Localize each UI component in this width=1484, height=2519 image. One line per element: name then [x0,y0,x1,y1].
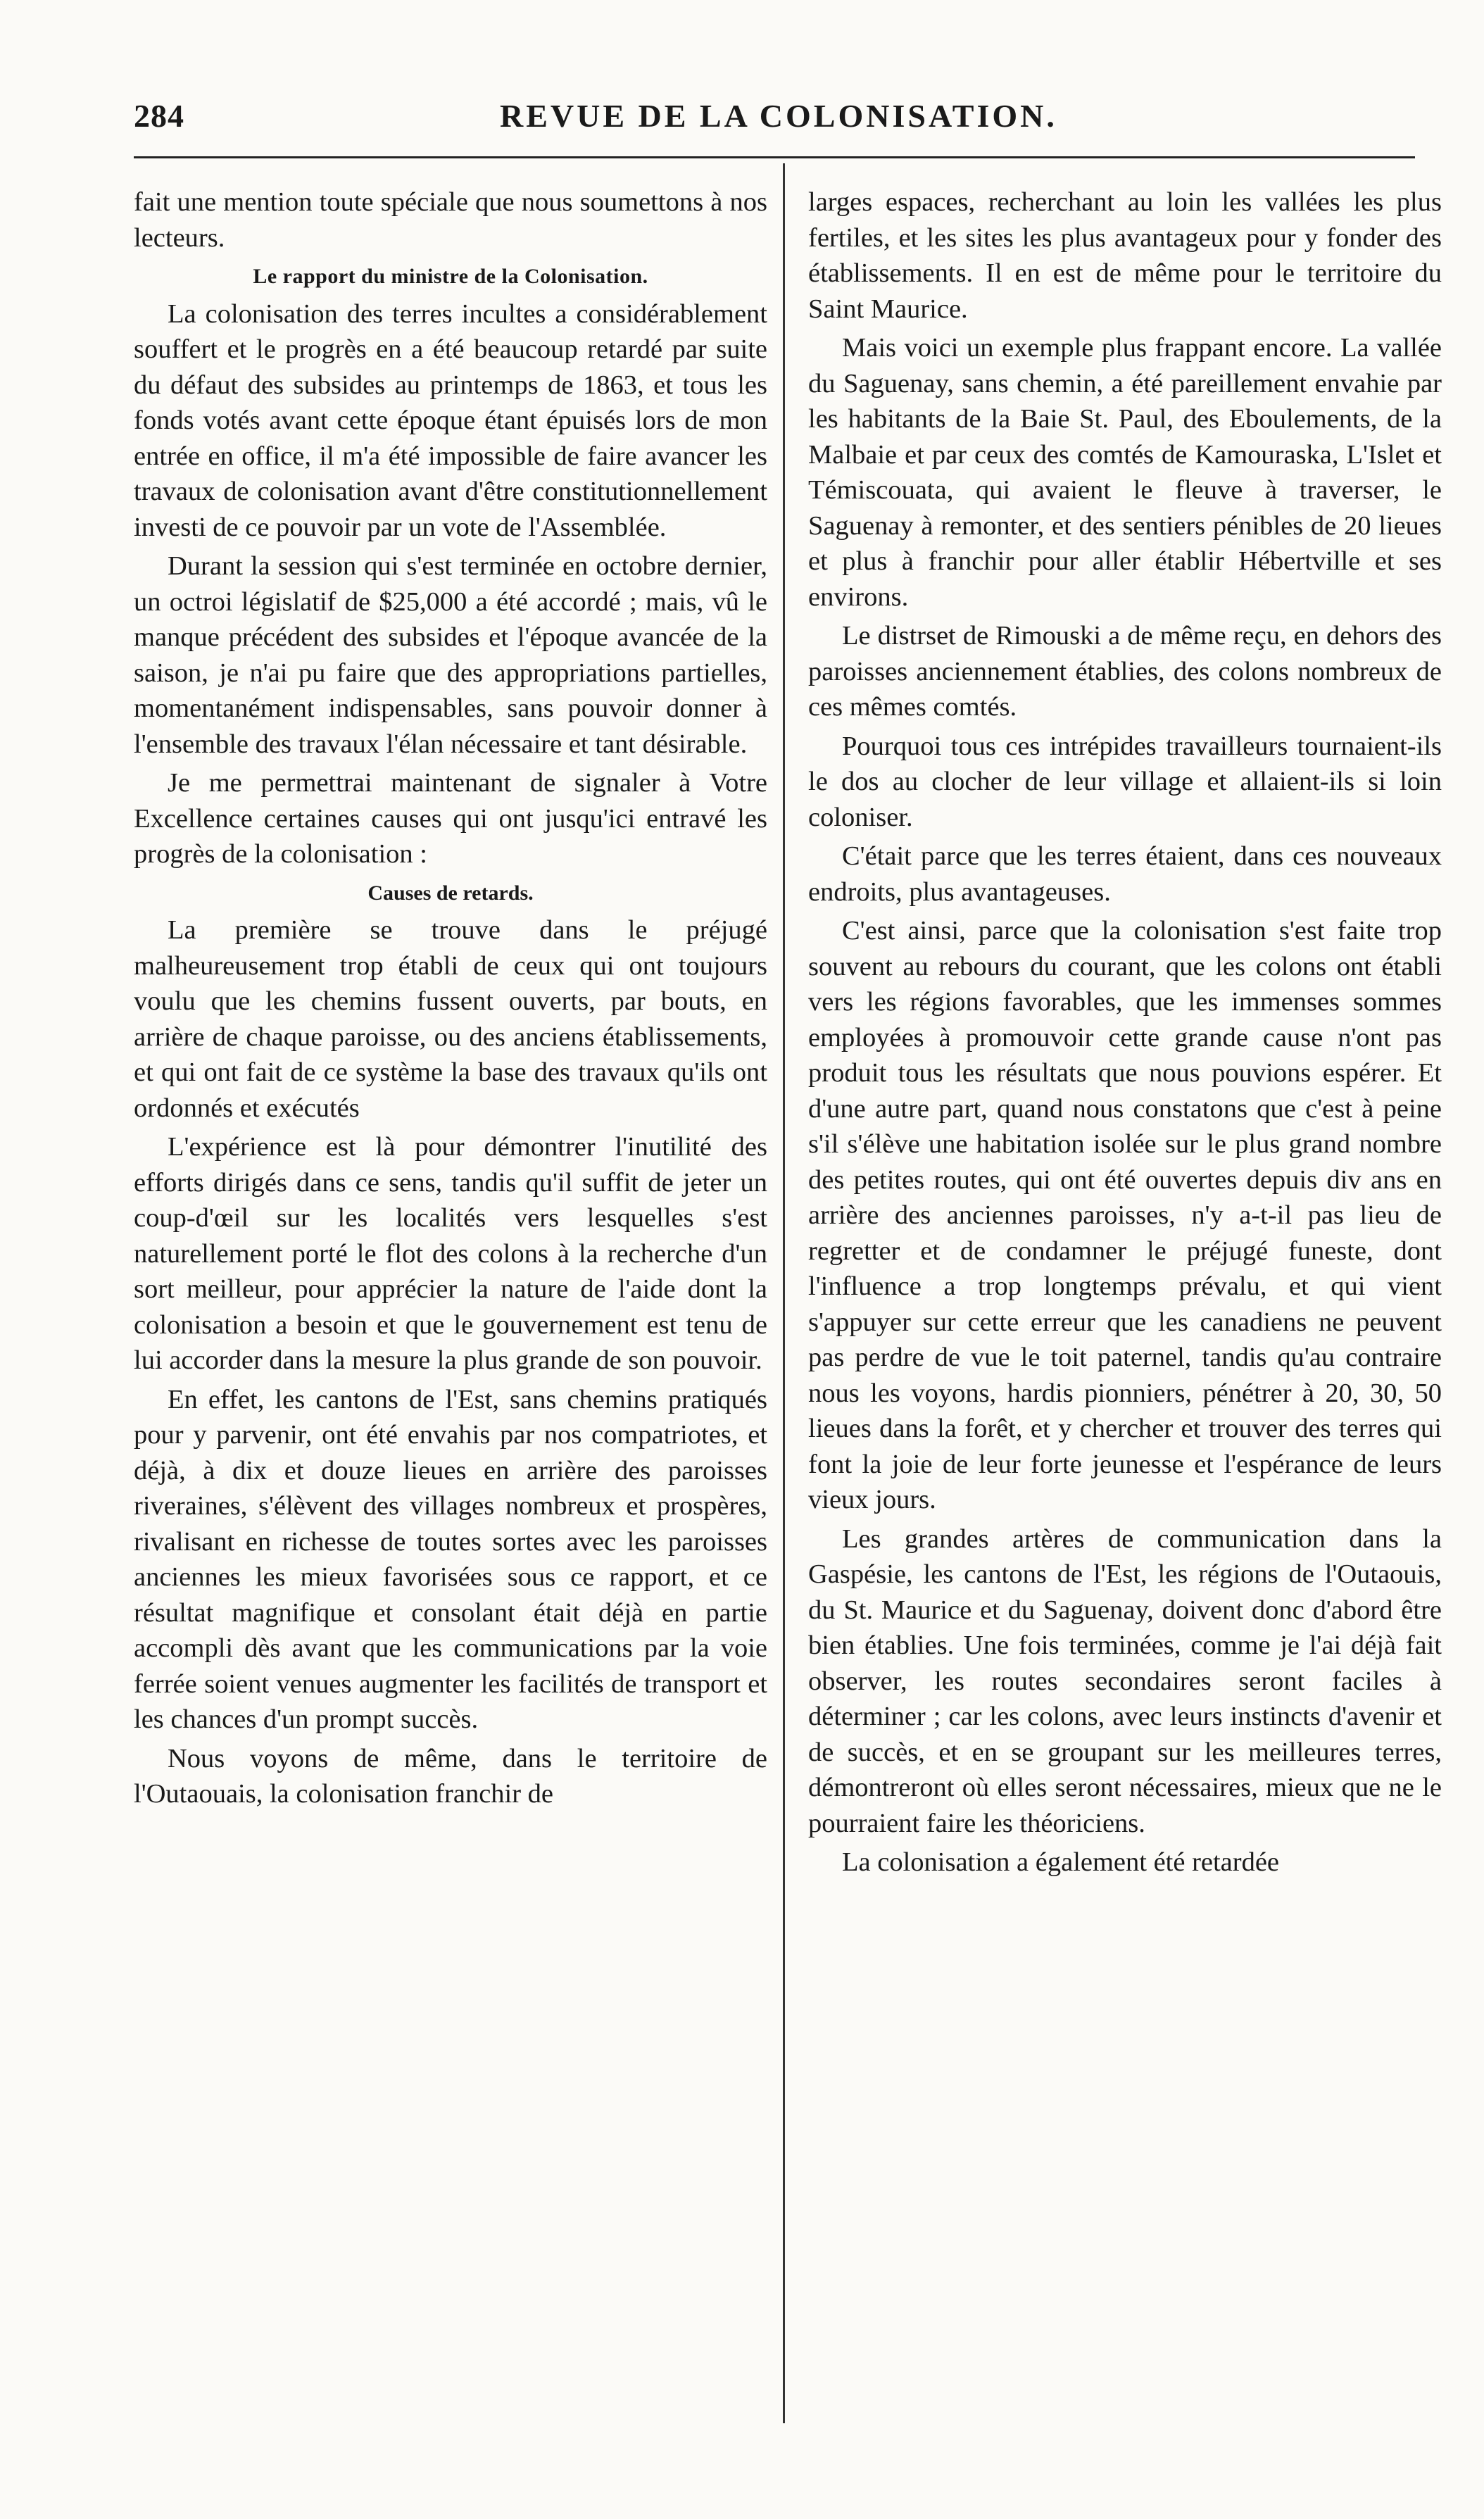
left-column [134,184,767,1816]
section-heading: Le rapport du ministre de la Colonisation. [253,265,648,288]
paragraph: Durant la session qui s'est terminée en octobre dernier, un octroi législatif de $25,000 a été accordé ; mais, vû le manque précédent des subsides et l'époque avancée de la saison, je n'ai pu faire que des appropriations partielles, momentanément indispensables, sans pouvoir donner à l'ensemble des travaux l'élan nécessaire et tant désirable. [134,551,767,759]
column-divider [783,163,785,2423]
paragraph: fait une mention toute spéciale que nous soumettons à nos lecteurs. [134,187,767,253]
paragraph: La colonisation a également été retardée [842,1847,1280,1877]
running-title: REVUE DE LA COLONISATION. [500,98,1057,134]
paragraph: La première se trouve dans le préjugé malheureusement trop établi de ceux qui ont toujours voulu que les chemins fussent ouverts, par bouts, en arrière de chaque paroisse, ou des anciens établissements, et qui ont fait de ce système la base des travaux qu'ils ont ordonnés et exécutés [134,915,767,1123]
paragraph: Les grandes artères de communication dans la Gaspésie, les cantons de l'Est, les régions de l'Outaouis, du St. Maurice et du Saguenay, doivent donc d'abord être bien établies. Une fois terminées, comme je l'ai déjà fait observer, les routes secondaires seront faciles à déterminer ; car les colons, avec leurs instincts d'avenir et de succès, et en se groupant sur les meilleures terres, démontreront où elles seront nécessaires, mieux que ne le pourraient faire les théoriciens. [808,1524,1442,1838]
page-header [134,97,1415,139]
section-heading: Causes de retards. [367,881,534,905]
paragraph: Nous voyons de même, dans le territoire de l'Outaouais, la colonisation franchir de [134,1743,767,1809]
page-number: 284 [134,98,184,134]
paragraph: C'était parce que les terres étaient, dans ces nouveaux endroits, plus avantageuses. [808,841,1442,907]
header-rule [134,156,1415,158]
paragraph: larges espaces, recherchant au loin les vallées les plus fertiles, et les sites les plus avantageux pour y fonder des établissements. Il en est de même pour le territoire du Saint Maurice. [808,187,1442,324]
paragraph: En effet, les cantons de l'Est, sans chemins pratiqués pour y parvenir, ont été envahis par nos compatriotes, et déjà, à dix et douze lieues en arrière des paroisses riveraines, s'élèvent des villages nombreux et prospères, rivalisant en richesse de toutes sortes avec les paroisses anciennes les mieux favorisées sous ce rapport, et ce résultat magnifique et consolant était déjà en partie accompli dès avant que les communications par la voie ferrée soient venues augmenter les facilités de transport et les chances d'un prompt succès. [134,1384,767,1734]
paragraph: La colonisation des terres incultes a considérablement souffert et le progrès en a été beaucoup retardé par suite du défaut des subsides au printemps de 1863, et tous les fonds votés avant cette époque étant épuisés lors de mon entrée en office, il m'a été impossible de faire avancer les travaux de colonisation avant d'être constitutionnellement investi de ce pouvoir par un vote de l'Assemblée. [134,299,767,542]
paragraph: Le distrset de Rimouski a de même reçu, en dehors des paroisses anciennement établies, des colons nombreux de ces mêmes comtés. [808,621,1442,722]
right-column [808,184,1442,1884]
paragraph: Je me permettrai maintenant de signaler à Votre Excellence certaines causes qui ont jusqu'ici entravé les progrès de la colonisation : [134,768,767,869]
paragraph: C'est ainsi, parce que la colonisation s'est faite trop souvent au rebours du courant, que les colons ont établi vers les régions favorables, que les immenses sommes employées à promouvoir cette grande cause n'ont pas produit tous les résultats que nous pouvions espérer. Et d'une autre part, quand nous constatons que c'est à peine s'il s'élève une habitation isolée sur le plus grand nombre des petites routes, qui ont été ouvertes depuis div ans en arrière des anciennes paroisses, n'y a-t-il pas lieu de regretter et de condamner le préjugé funeste, dont l'influence a trop longtemps prévalu, et qui vient s'appuyer sur cette erreur que les canadiens ne peuvent pas perdre de vue le toit paternel, tandis qu'au contraire nous les voyons, hardis pionniers, pénétrer à 20, 30, 50 lieues dans la forêt, et y chercher et trouver des terres qui font la joie de leur forte jeunesse et l'espérance de leurs vieux jours. [808,916,1442,1514]
paragraph: Pourquoi tous ces intrépides travailleurs tournaient-ils le dos au clocher de leur village et allaient-ils si loin coloniser. [808,731,1442,832]
paragraph: L'expérience est là pour démontrer l'inutilité des efforts dirigés dans ce sens, tandis qu'il suffit de jeter un coup-d'œil sur les localités vers lesquelles s'est naturellement porté le flot des colons à la recherche d'un sort meilleur, pour apprécier la nature de l'aide dont la colonisation a besoin et que le gouvernement est tenu de lui accorder dans la mesure la plus grande de son pouvoir. [134,1132,767,1375]
paragraph: Mais voici un exemple plus frappant encore. La vallée du Saguenay, sans chemin, a été pareillement envahie par les habitants de la Baie St. Paul, des Eboulements, de la Malbaie et par ceux des comtés de Kamouraska, L'Islet et Témiscouata, qui avaient le fleuve à traverser, le Saguenay à remonter, et des sentiers pénibles de 20 lieues et plus à franchir pour aller établir Hébertville et ses environs. [808,333,1442,612]
